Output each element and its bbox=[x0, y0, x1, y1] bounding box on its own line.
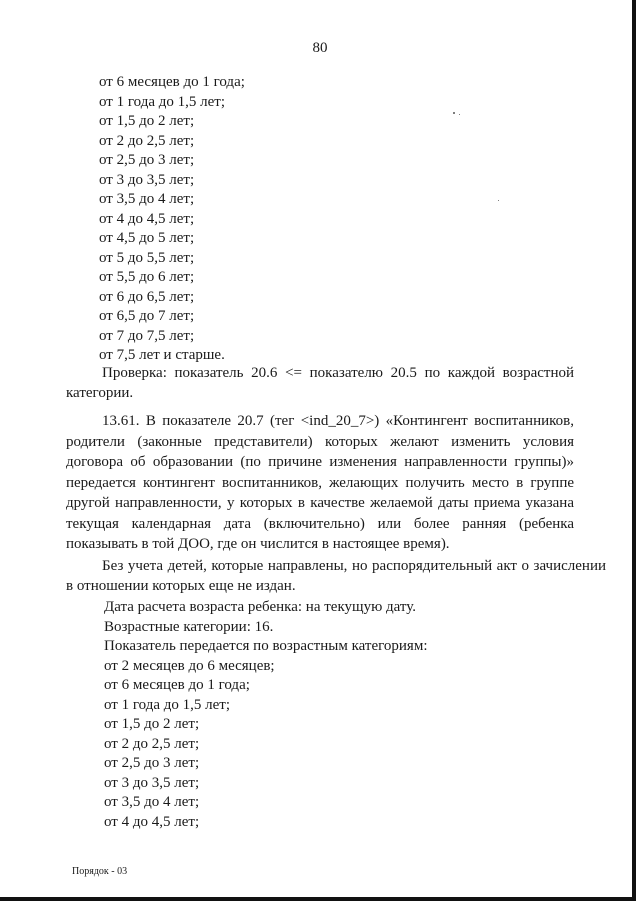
list-item: от 3,5 до 4 лет; bbox=[99, 191, 195, 207]
list-item: от 3,5 до 4 лет; bbox=[104, 794, 200, 810]
list-item: от 6,5 до 7 лет; bbox=[99, 308, 195, 324]
list-item: от 4 до 4,5 лет; bbox=[104, 814, 200, 830]
list-item: от 3 до 3,5 лет; bbox=[99, 172, 195, 188]
list-item: от 6 месяцев до 1 года; bbox=[99, 74, 245, 90]
list-item: от 2,5 до 3 лет; bbox=[104, 755, 200, 771]
footer-label: Порядок - 03 bbox=[72, 866, 128, 877]
list-item: от 5 до 5,5 лет; bbox=[99, 250, 195, 266]
list-item: от 1 года до 1,5 лет; bbox=[99, 94, 225, 110]
transfer-intro-line: Показатель передается по возрастным категориям: bbox=[104, 638, 428, 654]
exclusion-paragraph: Без учета детей, которые направлены, но распорядительный акт о зачислении в отношении которых еще не издан. bbox=[66, 558, 606, 594]
list-item: от 1 года до 1,5 лет; bbox=[104, 697, 230, 713]
list-item: от 2,5 до 3 лет; bbox=[99, 152, 195, 168]
scan-speck bbox=[459, 114, 460, 115]
list-item: от 3 до 3,5 лет; bbox=[104, 775, 200, 791]
section-paragraph: 13.61. В показателе 20.7 (тег <ind_20_7>) «Контингент воспитанников, родители (законные представители) которых желают изменить условия договора об образовании (по причине изменения направленности группы)» передается контингент воспитанников, желающих получить место в группе другой направленности, у которых в качестве желаемой даты приема указана текущая календарная дата (включительно) или более ранняя (ребенка показывать в той ДОО, где он числится в настоящее время). bbox=[66, 413, 574, 552]
age-categories-line: Возрастные категории: 16. bbox=[104, 619, 274, 635]
list-item: от 2 до 2,5 лет; bbox=[104, 736, 200, 752]
list-item: от 2 месяцев до 6 месяцев; bbox=[104, 658, 275, 674]
list-item: от 6 до 6,5 лет; bbox=[99, 289, 195, 305]
calc-date-line: Дата расчета возраста ребенка: на текущую дату. bbox=[104, 599, 417, 615]
page-number: 80 bbox=[312, 40, 328, 56]
list-item: от 2 до 2,5 лет; bbox=[99, 133, 195, 149]
check-paragraph: Проверка: показатель 20.6 <= показателю 20.5 по каждой возрастной категории. bbox=[66, 365, 574, 401]
list-item: от 1,5 до 2 лет; bbox=[104, 716, 200, 732]
list-item: от 6 месяцев до 1 года; bbox=[104, 677, 250, 693]
scan-speck bbox=[453, 112, 455, 114]
list-item: от 5,5 до 6 лет; bbox=[99, 269, 195, 285]
list-item: от 4,5 до 5 лет; bbox=[99, 230, 195, 246]
list-item: от 1,5 до 2 лет; bbox=[99, 113, 195, 129]
list-item: от 7,5 лет и старше. bbox=[99, 347, 225, 363]
scan-speck bbox=[498, 200, 499, 201]
list-item: от 7 до 7,5 лет; bbox=[99, 328, 195, 344]
list-item: от 4 до 4,5 лет; bbox=[99, 211, 195, 227]
